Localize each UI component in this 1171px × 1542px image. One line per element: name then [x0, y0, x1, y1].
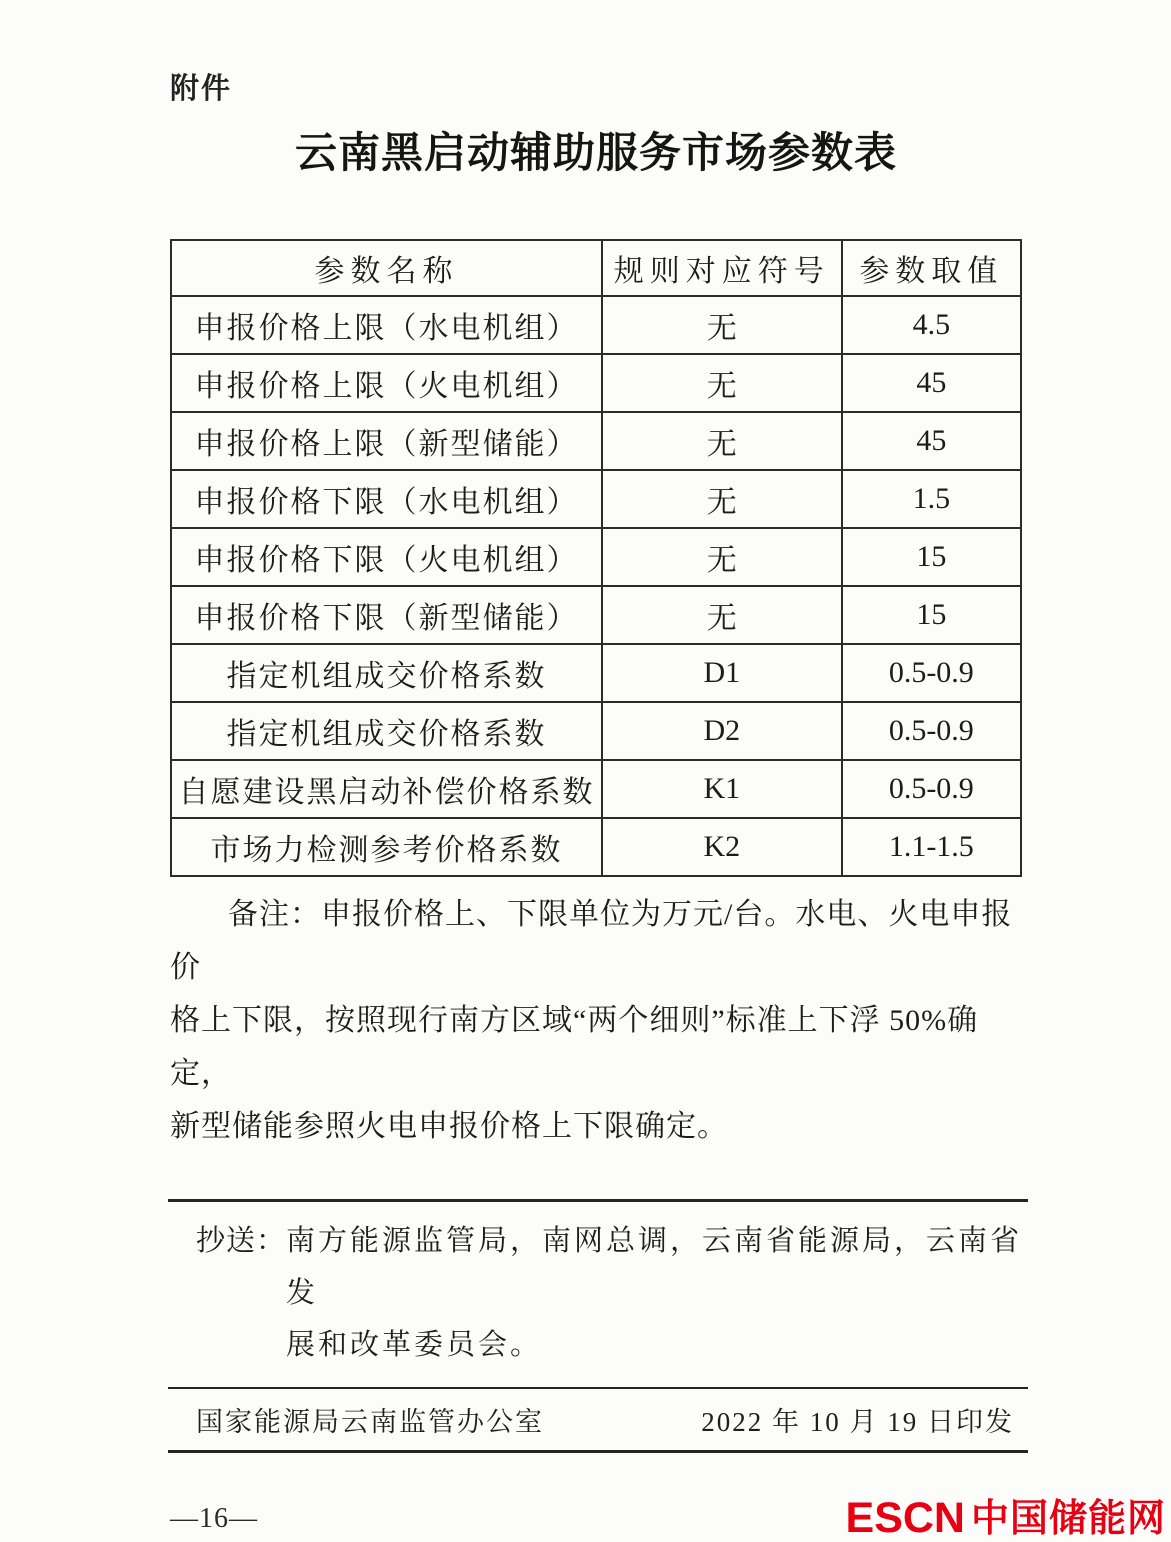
note-paragraph: [170, 888, 1022, 1153]
cc-label: 抄送：: [196, 1225, 287, 1257]
value-cell: 1.5: [842, 470, 1021, 528]
param-name-cell: 市场力检测参考价格系数: [171, 818, 602, 876]
symbol-cell: 无: [602, 412, 842, 470]
param-name-cell: 指定机组成交价格系数: [171, 702, 602, 760]
table-row: [171, 470, 1021, 528]
symbol-cell: 无: [602, 528, 842, 586]
param-name-cell: 申报价格下限（水电机组）: [171, 470, 602, 528]
param-name-cell: 申报价格上限（水电机组）: [171, 296, 602, 354]
table-row: [171, 528, 1021, 586]
value-cell: 0.5-0.9: [842, 702, 1021, 760]
value-cell: 15: [842, 586, 1021, 644]
param-name-cell: 申报价格上限（新型储能）: [171, 412, 602, 470]
divider-bottom: [168, 1450, 1028, 1453]
cc-line: 展和改革委员会。: [286, 1329, 543, 1361]
value-cell: 45: [842, 354, 1021, 412]
param-name-cell: 申报价格上限（火电机组）: [171, 354, 602, 412]
cc-section: [168, 1202, 1028, 1387]
escn-logo: [845, 1494, 1166, 1542]
value-cell: 15: [842, 528, 1021, 586]
cc-text: [286, 1215, 1028, 1371]
value-cell: 0.5-0.9: [842, 644, 1021, 702]
table-row: [171, 760, 1021, 818]
column-header: 参数取值: [842, 240, 1021, 296]
symbol-cell: 无: [602, 586, 842, 644]
escn-logo-latin: ESCN: [845, 1494, 965, 1542]
note-line: 备注：申报价格上、下限单位为万元/台。水电、火电申报价: [170, 898, 1013, 984]
value-cell: 1.1-1.5: [842, 818, 1021, 876]
column-header: 参数名称: [171, 240, 602, 296]
print-date: 2022 年 10 月 19 日印发: [701, 1407, 1014, 1437]
column-header: 规则对应符号: [602, 240, 842, 296]
symbol-cell: 无: [602, 354, 842, 412]
table-row: [171, 412, 1021, 470]
symbol-cell: D2: [602, 702, 842, 760]
param-name-cell: 指定机组成交价格系数: [171, 644, 602, 702]
issuer-name: 国家能源局云南监管办公室: [196, 1407, 544, 1437]
value-cell: 4.5: [842, 296, 1021, 354]
note-line: 格上下限，按照现行南方区域“两个细则”标准上下浮 50%确定，: [170, 1004, 979, 1090]
attachment-label: 附件: [170, 73, 233, 105]
bottom-row: [170, 1494, 1166, 1542]
note-line: 新型储能参照火电申报价格上下限确定。: [170, 1110, 728, 1143]
value-cell: 45: [842, 412, 1021, 470]
table-row: [171, 296, 1021, 354]
cc-line: 南方能源监管局，南网总调，云南省能源局，云南省发: [286, 1225, 1023, 1309]
table-row: [171, 354, 1021, 412]
table-body: [171, 296, 1021, 876]
page-number: —16—: [170, 1502, 258, 1534]
symbol-cell: 无: [602, 470, 842, 528]
param-name-cell: 申报价格下限（新型储能）: [171, 586, 602, 644]
issuer-row: [168, 1389, 1028, 1450]
table-row: [171, 702, 1021, 760]
value-cell: 0.5-0.9: [842, 760, 1021, 818]
symbol-cell: 无: [602, 296, 842, 354]
symbol-cell: K1: [602, 760, 842, 818]
symbol-cell: D1: [602, 644, 842, 702]
param-name-cell: 申报价格下限（火电机组）: [171, 528, 602, 586]
table-row: [171, 586, 1021, 644]
parameters-table: [170, 239, 1022, 877]
table-row: [171, 818, 1021, 876]
table-row: [171, 644, 1021, 702]
table-header-row: [171, 240, 1021, 296]
escn-logo-chinese: 中国储能网: [970, 1497, 1166, 1540]
symbol-cell: K2: [602, 818, 842, 876]
page-title: 云南黑启动辅助服务市场参数表: [294, 131, 897, 177]
param-name-cell: 自愿建设黑启动补偿价格系数: [171, 760, 602, 818]
